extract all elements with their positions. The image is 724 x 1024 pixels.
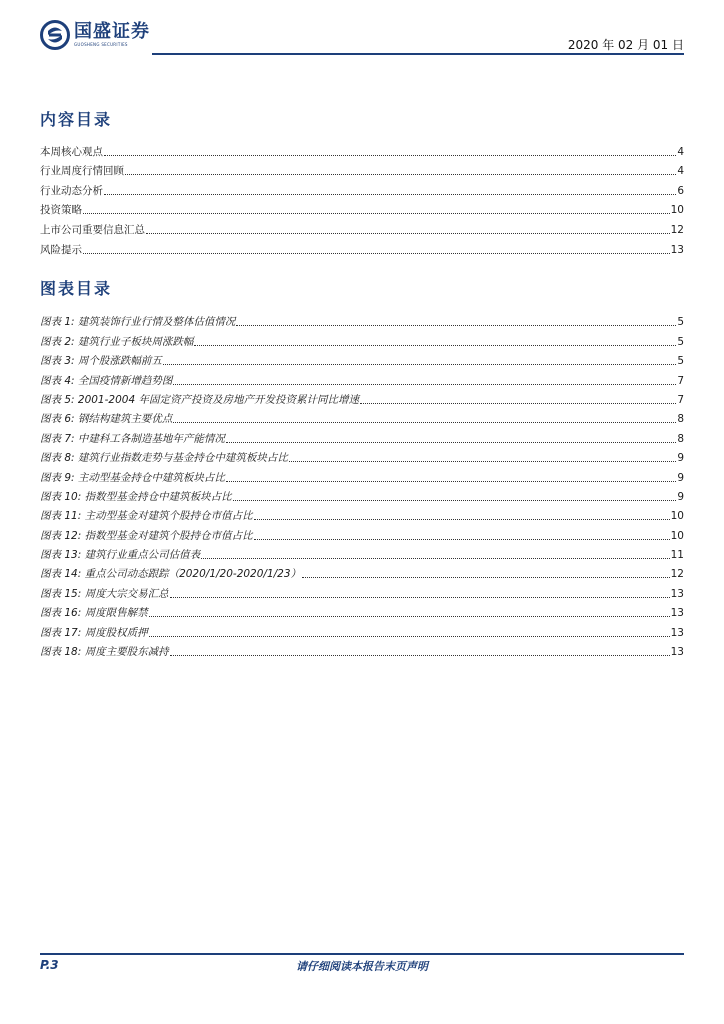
figure-item-label: 图表 14: 重点公司动态跟踪（2020/1/20-2020/1/23） <box>40 568 302 581</box>
figure-item-label: 图表 7: 中建科工各制造基地年产能情况 <box>40 432 225 445</box>
figure-item-label: 图表 12: 指数型基金对建筑个股持仓市值占比 <box>40 529 253 542</box>
leader-dots <box>170 655 670 656</box>
toc-item[interactable] <box>40 139 684 159</box>
figure-item[interactable] <box>40 640 684 659</box>
figure-item[interactable] <box>40 485 684 504</box>
figure-item-page: 7 <box>677 393 684 406</box>
figure-item-label: 图表 16: 周度限售解禁 <box>40 607 148 620</box>
toc-item-label: 本周核心观点 <box>40 145 103 158</box>
leader-dots <box>173 422 676 423</box>
leader-dots <box>149 636 670 637</box>
brand-name: 国盛证券 <box>74 21 150 42</box>
figure-item[interactable] <box>40 620 684 639</box>
toc-item-page: 13 <box>670 243 684 256</box>
figure-item-label: 图表 6: 钢结构建筑主要优点 <box>40 413 173 426</box>
figure-item[interactable] <box>40 388 684 407</box>
figure-item-page: 9 <box>677 471 684 484</box>
brand-logo <box>40 20 150 50</box>
figures-list <box>40 310 684 659</box>
figure-item[interactable] <box>40 601 684 620</box>
figure-item-label: 图表 9: 主动型基金持仓中建筑板块占比 <box>40 471 225 484</box>
contents-list <box>40 139 684 257</box>
leader-dots <box>236 325 676 326</box>
leader-dots <box>149 616 670 617</box>
figure-item[interactable] <box>40 523 684 542</box>
figure-item-label: 图表 4: 全国疫情新增趋势图 <box>40 374 173 387</box>
figure-item[interactable] <box>40 407 684 426</box>
figure-item-page: 13 <box>670 587 684 600</box>
header-divider <box>152 53 684 55</box>
figure-item-page: 13 <box>670 626 684 639</box>
footer-disclaimer: 请仔细阅读本报告末页声明 <box>296 960 428 973</box>
figure-item-page: 12 <box>670 568 684 581</box>
figure-item[interactable] <box>40 581 684 600</box>
toc-item[interactable] <box>40 237 684 257</box>
leader-dots <box>254 519 670 520</box>
figure-item-page: 13 <box>670 607 684 620</box>
figure-item-page: 9 <box>677 452 684 465</box>
figures-title: 图表目录 <box>40 279 113 298</box>
leader-dots <box>83 213 670 214</box>
toc-item-page: 6 <box>677 184 684 197</box>
leader-dots <box>173 384 676 385</box>
figure-item-page: 7 <box>677 374 684 387</box>
figure-item[interactable] <box>40 426 684 445</box>
leader-dots <box>226 481 676 482</box>
leader-dots <box>146 233 670 234</box>
leader-dots <box>360 403 676 404</box>
toc-item[interactable] <box>40 178 684 198</box>
leader-dots <box>254 539 670 540</box>
toc-item-label: 上市公司重要信息汇总 <box>40 223 145 236</box>
figure-item-page: 10 <box>670 510 684 523</box>
brand-logo-icon <box>40 20 70 50</box>
figure-item-label: 图表 17: 周度股权质押 <box>40 626 148 639</box>
page-header <box>40 20 684 56</box>
brand-name-en: GUOSHENG SECURITIES <box>74 42 128 47</box>
leader-dots <box>163 364 676 365</box>
figure-item-page: 9 <box>677 490 684 503</box>
figure-item-label: 图表 15: 周度大宗交易汇总 <box>40 587 169 600</box>
figure-item-page: 13 <box>670 646 684 659</box>
figure-item-page: 8 <box>677 432 684 445</box>
figure-item[interactable] <box>40 310 684 329</box>
toc-item-page: 10 <box>670 204 684 217</box>
figure-item-page: 5 <box>677 316 684 329</box>
toc-item[interactable] <box>40 217 684 237</box>
figure-item-label: 图表 3: 周个股涨跌幅前五 <box>40 355 162 368</box>
figure-item-page: 11 <box>670 549 684 562</box>
figure-item-page: 5 <box>677 355 684 368</box>
figure-item[interactable] <box>40 329 684 348</box>
figure-item-label: 图表 11: 主动型基金对建筑个股持仓市值占比 <box>40 510 253 523</box>
figure-item-page: 5 <box>677 335 684 348</box>
contents-title: 内容目录 <box>40 110 113 129</box>
figure-item-label: 图表 1: 建筑装饰行业行情及整体估值情况 <box>40 316 236 329</box>
leader-dots <box>125 174 676 175</box>
figure-item[interactable] <box>40 543 684 562</box>
figure-item-label: 图表 8: 建筑行业指数走势与基金持仓中建筑板块占比 <box>40 452 288 465</box>
report-date: 2020 年 02 月 01 日 <box>567 38 684 52</box>
toc-item-page: 4 <box>677 145 684 158</box>
figure-item-label: 图表 2: 建筑行业子板块周涨跌幅 <box>40 335 194 348</box>
footer-divider <box>40 953 684 955</box>
figure-item[interactable] <box>40 465 684 484</box>
toc-item[interactable] <box>40 159 684 179</box>
leader-dots <box>83 253 670 254</box>
figure-item-label: 图表 5: 2001-2004 年固定资产投资及房地产开发投资累计同比增速 <box>40 393 359 406</box>
leader-dots <box>170 597 670 598</box>
figure-item-page: 8 <box>677 413 684 426</box>
leader-dots <box>233 500 677 501</box>
toc-item-label: 行业动态分析 <box>40 184 103 197</box>
leader-dots <box>289 461 676 462</box>
leader-dots <box>194 345 676 346</box>
figure-item[interactable] <box>40 349 684 368</box>
toc-item-page: 4 <box>677 165 684 178</box>
toc-item-page: 12 <box>670 223 684 236</box>
toc-item-label: 行业周度行情回顾 <box>40 165 124 178</box>
figure-item-label: 图表 10: 指数型基金持仓中建筑板块占比 <box>40 490 232 503</box>
leader-dots <box>104 155 676 156</box>
toc-item-label: 风险提示 <box>40 243 82 256</box>
figure-item-label: 图表 18: 周度主要股东减持 <box>40 646 169 659</box>
leader-dots <box>302 577 670 578</box>
figure-item-page: 10 <box>670 529 684 542</box>
figure-item[interactable] <box>40 368 684 387</box>
figure-item[interactable] <box>40 562 684 581</box>
toc-item[interactable] <box>40 198 684 218</box>
leader-dots <box>201 558 670 559</box>
leader-dots <box>226 442 676 443</box>
figure-item-label: 图表 13: 建筑行业重点公司估值表 <box>40 549 201 562</box>
figure-item[interactable] <box>40 504 684 523</box>
leader-dots <box>104 194 676 195</box>
toc-item-label: 投资策略 <box>40 204 82 217</box>
page-number: P.3 <box>40 958 59 972</box>
figure-item[interactable] <box>40 446 684 465</box>
